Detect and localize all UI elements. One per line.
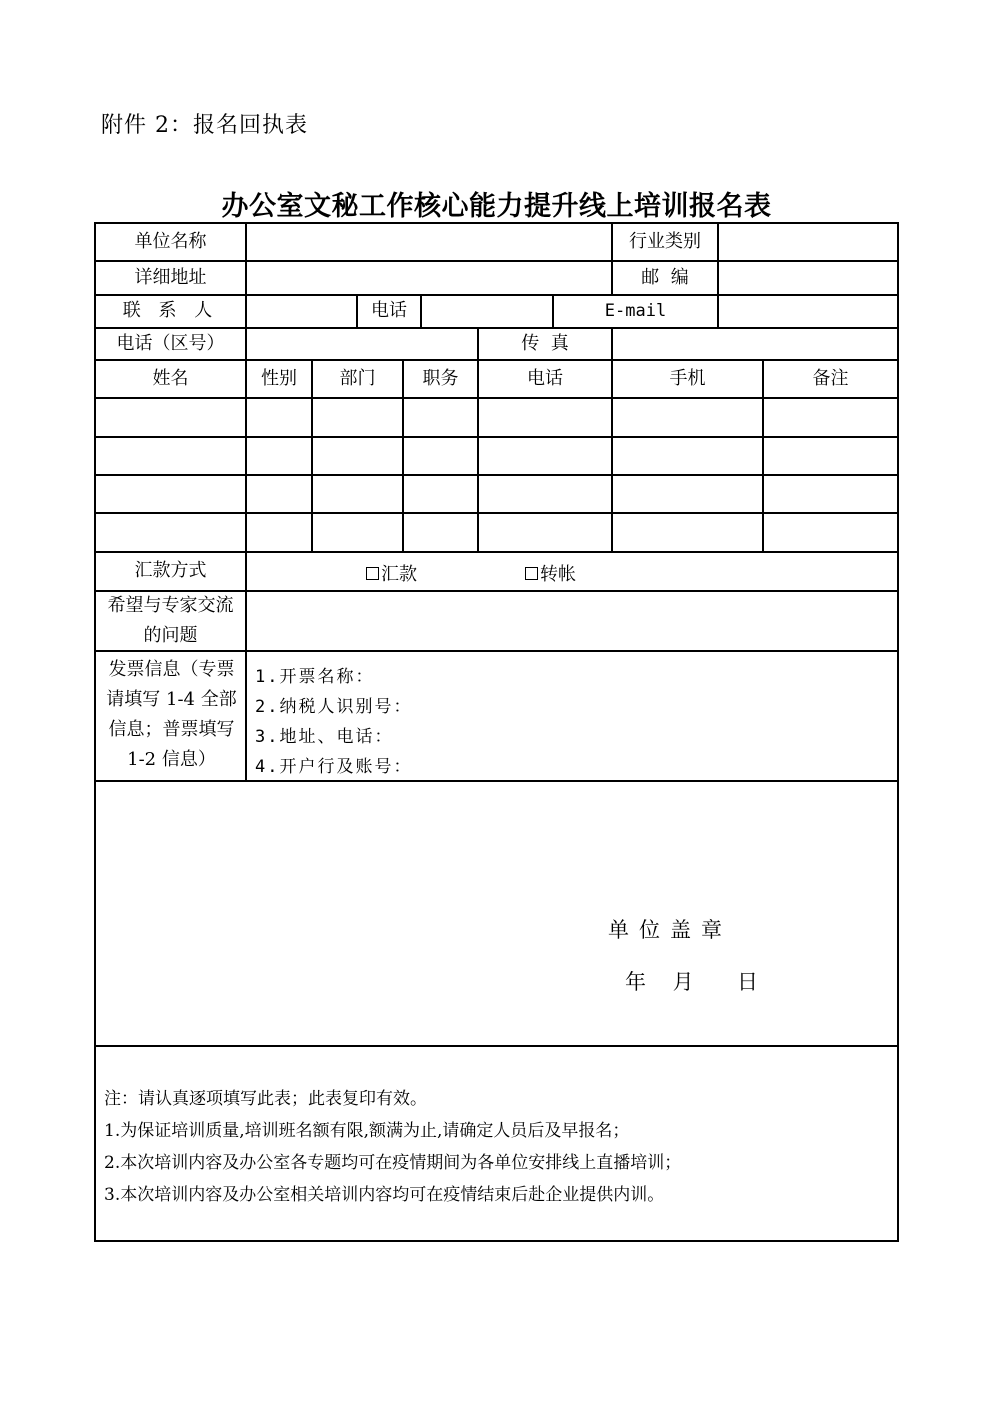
unit-name-field[interactable] xyxy=(247,224,611,260)
registration-form xyxy=(94,222,899,1242)
postcode-field[interactable] xyxy=(719,262,897,294)
seal-date: 年 月 日 xyxy=(625,970,769,994)
questions-field[interactable] xyxy=(247,592,897,650)
attendee-row-1[interactable] xyxy=(96,399,897,436)
invoice-line-2[interactable]: 2.纳税人识别号： xyxy=(255,697,413,717)
postcode-label: 邮 编 xyxy=(641,266,689,288)
fax-field[interactable] xyxy=(613,329,897,359)
payment-label: 汇款方式 xyxy=(134,560,207,582)
invoice-line-4[interactable]: 4.开户行及账号： xyxy=(255,757,413,777)
row-divider xyxy=(94,780,899,782)
address-label: 详细地址 xyxy=(134,266,207,288)
attachment-label: 附件 2：报名回执表 xyxy=(101,113,308,138)
invoice-line-1[interactable]: 1.开票名称： xyxy=(255,667,375,687)
col-header-gender: 性别 xyxy=(261,367,297,389)
attendee-row-2[interactable] xyxy=(96,438,897,474)
payment-option-transfer[interactable] xyxy=(525,560,576,586)
note-item-3: 3.本次培训内容及办公室相关培训内容均可在疫情结束后赴企业提供内训。 xyxy=(104,1185,665,1205)
table-border xyxy=(94,1240,899,1242)
email-field[interactable] xyxy=(719,296,897,327)
col-header-remarks: 备注 xyxy=(812,367,849,389)
phone-label: 电话 xyxy=(371,300,407,322)
email-label: E-mail xyxy=(604,300,667,321)
col-header-name: 姓名 xyxy=(152,367,189,389)
checkbox-icon[interactable] xyxy=(525,567,538,580)
col-header-phone: 电话 xyxy=(527,367,563,389)
invoice-line-3[interactable]: 3.地址、电话： xyxy=(255,727,394,747)
table-border xyxy=(897,222,899,1242)
col-header-position: 职务 xyxy=(422,367,459,389)
attendee-row-4[interactable] xyxy=(96,514,897,551)
form-title: 办公室文秘工作核心能力提升线上培训报名表 xyxy=(221,191,772,222)
invoice-label: 发票信息（专票请填写 1-4 全部信息；普票填写 1-2 信息） xyxy=(106,659,237,770)
unit-seal-label: 单位盖章 xyxy=(608,918,732,942)
phone-field[interactable] xyxy=(422,296,552,327)
industry-field[interactable] xyxy=(719,224,897,260)
attendee-row-3[interactable] xyxy=(96,476,897,512)
checkbox-icon[interactable] xyxy=(366,567,379,580)
col-header-mobile: 手机 xyxy=(669,367,706,389)
payment-option-label: 汇款 xyxy=(381,564,417,585)
note-intro: 注：请认真逐项填写此表；此表复印有效。 xyxy=(104,1089,427,1109)
area-phone-label: 电话（区号） xyxy=(116,332,225,354)
fax-label: 传 真 xyxy=(521,332,569,354)
note-item-2: 2.本次培训内容及办公室各专题均可在疫情期间为各单位安排线上直播培训； xyxy=(104,1153,682,1173)
industry-label: 行业类别 xyxy=(629,230,701,252)
payment-option-remit[interactable] xyxy=(366,560,417,586)
col-header-department: 部门 xyxy=(339,367,376,389)
row-divider xyxy=(94,1045,899,1047)
note-item-1: 1.为保证培训质量,培训班名额有限,额满为止,请确定人员后及早报名； xyxy=(104,1121,630,1141)
payment-option-label: 转帐 xyxy=(540,564,576,585)
address-field[interactable] xyxy=(247,262,611,294)
contact-label: 联 系 人 xyxy=(122,300,219,322)
questions-label: 希望与专家交流的问题 xyxy=(107,595,234,646)
area-phone-field[interactable] xyxy=(247,329,477,359)
unit-name-label: 单位名称 xyxy=(134,230,207,252)
contact-field[interactable] xyxy=(247,296,356,327)
